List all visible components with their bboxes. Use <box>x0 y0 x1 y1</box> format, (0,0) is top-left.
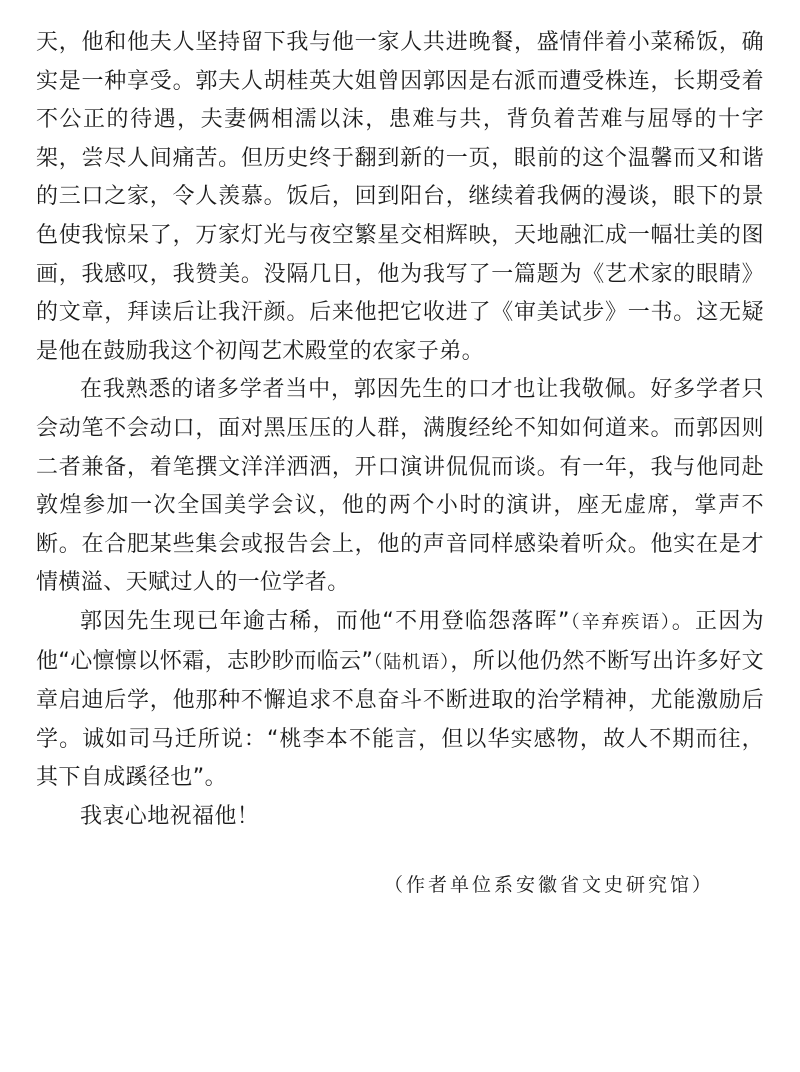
paragraph-3-text-b: 。正因为他“心懔懔以怀霜，志眇眇而临云” <box>36 608 764 674</box>
source-note-lu-ji: （陆机语） <box>373 651 451 673</box>
paragraph-4: 我衷心地祝福他！ <box>80 803 260 829</box>
author-affiliation: （作者单位系安徽省文史研究馆） <box>383 874 714 896</box>
article-body <box>36 24 764 836</box>
paragraph-1: 天，他和他夫人坚持留下我与他一家人共进晚餐，盛情伴着小菜稀饭，确实是一种享受。郭夫人胡桂英大姐曾因郭因是右派而遭受株连，长期受着不公正的待遇，夫妻俩相濡以沫，患难与共，背负着苦难与屈辱的十字架，尝尽人间痛苦。但历史终于翻到新的一页，眼前的这个温馨而又和谐的三口之家，令人羡慕。饭后，回到阳台，继续着我俩的漫谈，眼下的景色使我惊呆了，万家灯光与夜空繁星交相辉映，天地融汇成一幅壮美的图画，我感叹，我赞美。没隔几日，他为我写了一篇题为《艺术家的眼睛》的文章，拜读后让我汗颜。后来他把它收进了《审美试步》一书。这无疑是他在鼓励我这个初闯艺术殿堂的农家子弟。 <box>36 30 764 364</box>
paragraph-3-text-c: ，所以他仍然不断写出许多好文章启迪后学，他那种不懈追求不息奋斗不断进取的治学精神，尤能激励后学。诚如司马迁所说：“桃李本不能言，但以华实感物，故人不期而往，其下自成蹊径也”。 <box>36 648 765 791</box>
paragraph-2: 在我熟悉的诸多学者当中，郭因先生的口才也让我敬佩。好多学者只会动笔不会动口，面对黑压压的人群，满腹经纶不知如何道来。而郭因则二者兼备，着笔撰文洋洋洒洒，开口演讲侃侃而谈。有一年，我与他同赴敦煌参加一次全国美学会议，他的两个小时的演讲，座无虚席，掌声不断。在合肥某些集会或报告会上，他的声音同样感染着听众。他实在是才情横溢、天赋过人的一位学者。 <box>36 377 764 596</box>
paragraph-3-text-a: 郭因先生现已年逾古稀，而他“不用登临怨落晖” <box>80 608 570 634</box>
source-note-xin-qiji: （辛弃疾语） <box>569 611 672 633</box>
paragraph-3 <box>36 603 764 798</box>
